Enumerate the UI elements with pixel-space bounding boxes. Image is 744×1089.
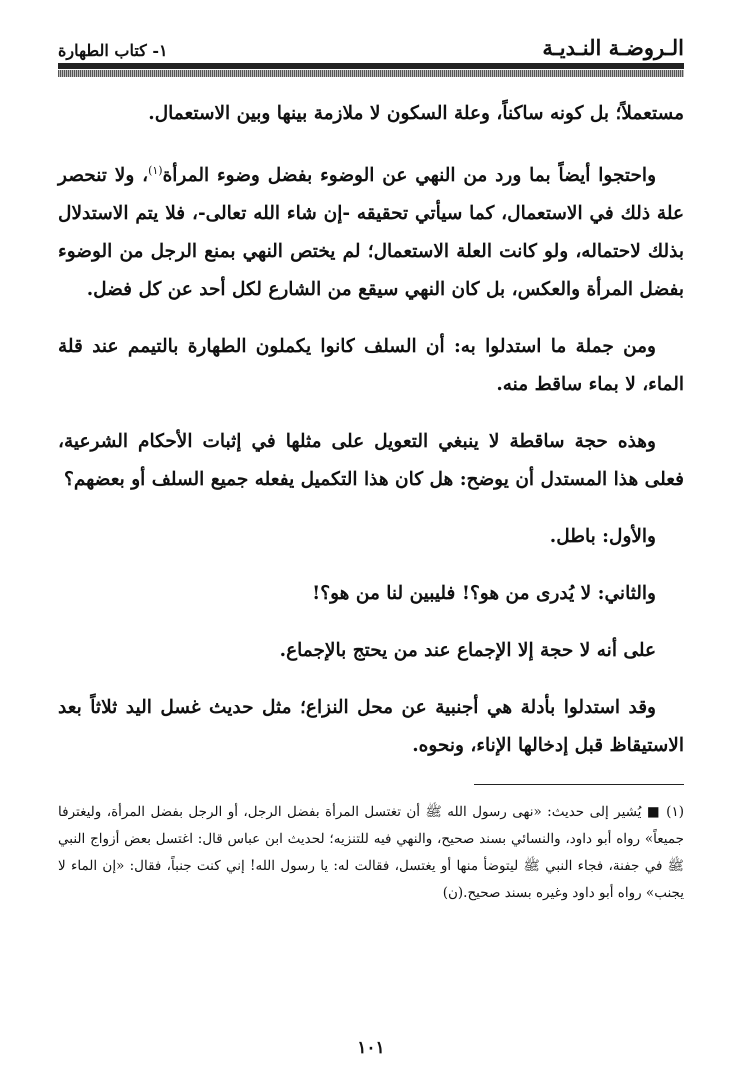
chapter-title: ١- كتاب الطهارة [58, 41, 168, 60]
paragraph: ومن جملة ما استدلوا به: أن السلف كانوا يكملون الطهارة بالتيمم عند قلة الماء، لا بماء ساقط منه. [58, 336, 684, 396]
footnote-separator [474, 784, 684, 785]
main-text [58, 95, 684, 765]
paragraph: وقد استدلوا بأدلة هي أجنبية عن محل النزاع؛ مثل حديث غسل اليد ثلاثاً بعد الاستيقاظ قبل إدخالها الإناء، ونحوه. [58, 697, 684, 757]
paragraph: وهذه حجة ساقطة لا ينبغي التعويل على مثلها في إثبات الأحكام الشرعية، فعلى هذا المستدل أن يوضح: هل كان هذا التكميل يفعله جميع السلف أو بعضهم؟ [58, 431, 684, 491]
footnote: (١) ■ يُشير إلى حديث: «نهى رسول الله ﷺ أن تغتسل المرأة بفضل الرجل، أو الرجل بفضل المرأة، وليغترفا جميعاً» رواه أبو داود، والنسائي بسند صحيح، والنهي فيه للتنزيه؛ لحديث ابن عباس قال: اغتسل بعض أزواج النبي ﷺ في جفنة، فجاء النبي ﷺ ليتوضأ منها أو يغتسل، فقالت له: يا رسول الله! إني كنت جنباً، فقال: «إن الماء لا يجنب» رواه أبو داود وغيره بسند صحيح.(ن) [58, 804, 684, 902]
header-rule-pattern [58, 70, 684, 77]
running-header [58, 30, 684, 60]
paragraph: والثاني: لا يُدرى من هو؟! فليبين لنا من هو؟! [312, 583, 656, 605]
book-title: الـروضـة النـديـة [542, 35, 684, 60]
paragraph: والأول: باطل. [549, 526, 656, 548]
paragraph-text: واحتجوا أيضاً بما ورد من النهي عن الوضوء بفضل وضوء المرأة [162, 165, 657, 187]
paragraph-text-cont: ، ولا تنحصر علة ذلك في الاستعمال، كما سيأتي تحقيقه -إن شاء الله تعالى-، فلا يتم الاستدلال بذلك لاحتماله، ولو كانت العلة الاستعمال؛ لم يختص النهي بمنع الرجل من الوضوء بفضل المرأة والعكس، بل كان النهي سيقع من الشارع لكل أحد عن كل فضل. [58, 165, 684, 301]
paragraph [58, 152, 684, 309]
footnote-ref[interactable]: (١) [148, 164, 163, 177]
paragraph: على أنه لا حجة إلا الإجماع عند من يحتج بالإجماع. [279, 640, 656, 662]
page-number: ١٠١ [357, 1038, 385, 1058]
paragraph: مستعملاً؛ بل كونه ساكناً، وعلة السكون لا ملازمة بينها وبين الاستعمال. [148, 103, 684, 124]
header-rule [58, 63, 684, 69]
book-page [58, 30, 684, 1070]
